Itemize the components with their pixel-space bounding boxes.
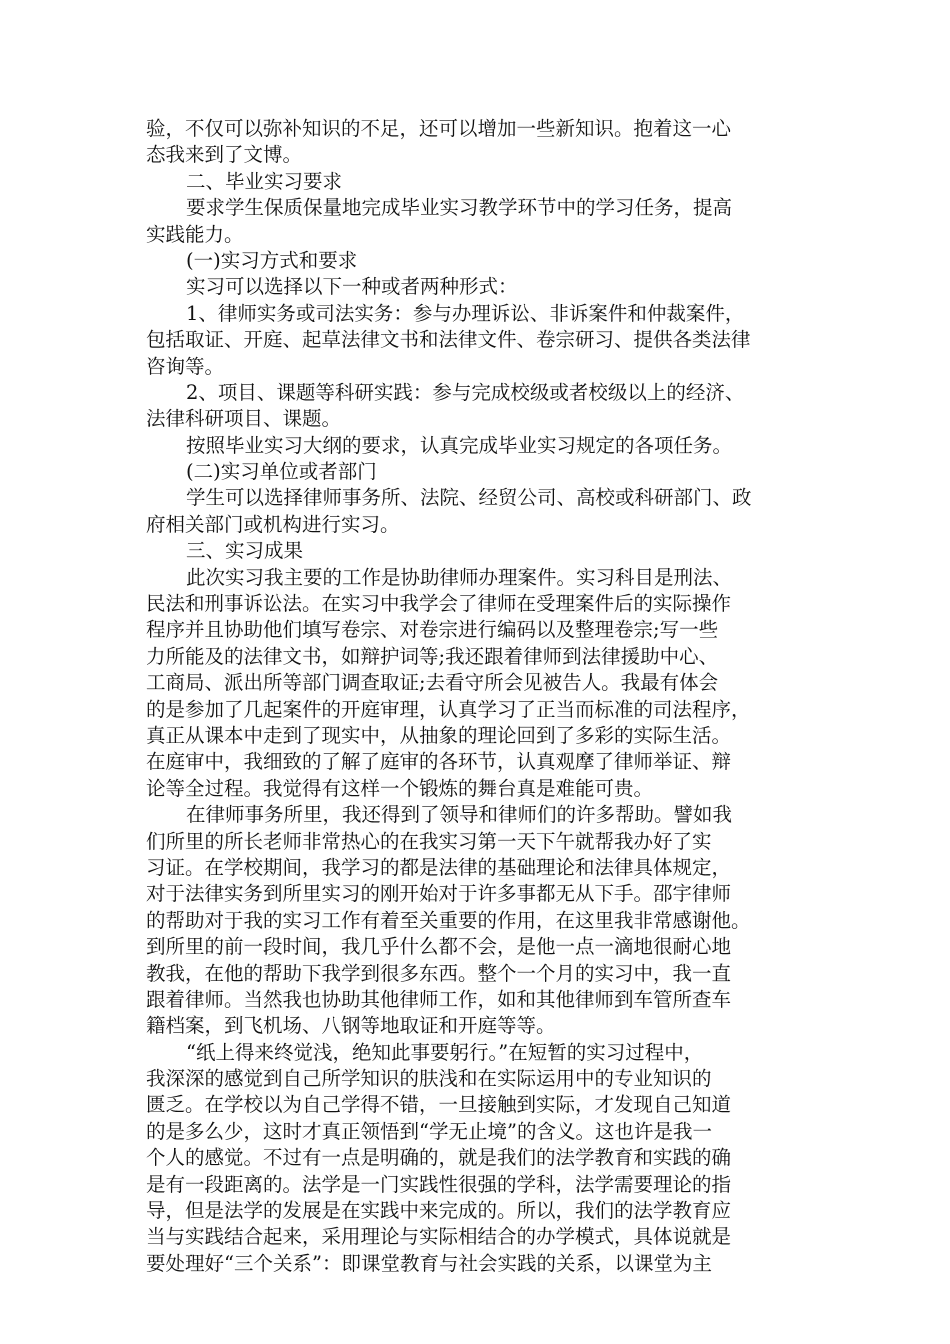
text-line: 二、毕业实习要求 xyxy=(186,169,343,193)
text-line: 当与实践结合起来，采用理论与实际相结合的办学模式，具体说就是 xyxy=(146,1225,732,1249)
text-line: 按照毕业实习大纲的要求，认真完成毕业实习规定的各项任务。 xyxy=(186,433,733,457)
text-line: 三、实习成果 xyxy=(186,539,304,563)
text-line: 的帮助对于我的实习工作有着至关重要的作用，在这里我非常感谢他。 xyxy=(146,908,751,932)
text-line: 导，但是法学的发展是在实践中来完成的。所以，我们的法学教育应 xyxy=(146,1199,732,1223)
text-line: 要处理好“三个关系”：即课堂教育与社会实践的关系，以课堂为主 xyxy=(146,1251,712,1275)
text-line: 教我，在他的帮助下我学到很多东西。整个一个月的实习中，我一直 xyxy=(146,961,732,985)
text-line: 工商局、派出所等部门调查取证;去看守所会见被告人。我最有体会 xyxy=(146,671,719,695)
text-line: 我深深的感觉到自己所学知识的肤浅和在实际运用中的专业知识的 xyxy=(146,1067,712,1091)
text-line: (一)实习方式和要求 xyxy=(186,248,358,272)
text-line: 包括取证、开庭、起草法律文书和法律文件、卷宗研习、提供各类法律 xyxy=(146,328,751,352)
text-line: 在庭审中，我细致的了解了庭审的各环节，认真观摩了律师举证、辩 xyxy=(146,750,732,774)
text-line: 的是参加了几起案件的开庭审理，认真学习了正当而标准的司法程序， xyxy=(146,697,751,721)
text-line: 府相关部门或机构进行实习。 xyxy=(146,512,400,536)
text-line: 论等全过程。我觉得有这样一个锻炼的舞台真是难能可贵。 xyxy=(146,776,654,800)
text-line: 籍档案，到飞机场、八钢等地取证和开庭等等。 xyxy=(146,1014,556,1038)
text-line: 要求学生保质保量地完成毕业实习教学环节中的学习任务，提高 xyxy=(186,196,733,220)
text-line: 咨询等。 xyxy=(146,354,225,378)
text-line: 实习可以选择以下一种或者两种形式： xyxy=(186,275,518,299)
text-line: 2、项目、课题等科研实践：参与完成校级或者校级以上的经济、 xyxy=(186,380,745,404)
text-line: 在律师事务所里，我还得到了领导和律师们的许多帮助。譬如我 xyxy=(186,803,733,827)
text-line: 习证。在学校期间，我学习的都是法律的基础理论和法律具体规定， xyxy=(146,855,732,879)
text-line: 到所里的前一段时间，我几乎什么都不会，是他一点一滴地很耐心地 xyxy=(146,935,732,959)
text-line: 是有一段距离的。法学是一门实践性很强的学科，法学需要理论的指 xyxy=(146,1172,732,1196)
text-line: 1、律师实务或司法实务：参与办理诉讼、非诉案件和仲裁案件， xyxy=(186,301,745,325)
text-line: 匮乏。在学校以为自己学得不错，一旦接触到实际，才发现自己知道 xyxy=(146,1093,732,1117)
text-line: 此次实习我主要的工作是协助律师办理案件。实习科目是刑法、 xyxy=(186,565,733,589)
text-line: 实践能力。 xyxy=(146,222,244,246)
text-line: 真正从课本中走到了现实中，从抽象的理论回到了多彩的实际生活。 xyxy=(146,723,732,747)
text-line: 跟着律师。当然我也协助其他律师工作，如和其他律师到车管所查车 xyxy=(146,987,732,1011)
text-line: 民法和刑事诉讼法。在实习中我学会了律师在受理案件后的实际操作 xyxy=(146,592,732,616)
text-line: (二)实习单位或者部门 xyxy=(186,460,377,484)
text-line: 验，不仅可以弥补知识的不足，还可以增加一些新知识。抱着这一心 xyxy=(146,117,732,140)
text-line: 的是多么少，这时才真正领悟到“学无止境”的含义。这也许是我一 xyxy=(146,1119,712,1143)
text-line: 学生可以选择律师事务所、法院、经贸公司、高校或科研部门、政 xyxy=(186,486,752,510)
text-line: 力所能及的法律文书，如辩护词等;我还跟着律师到法律援助中心、 xyxy=(146,644,719,668)
text-line: 程序并且协助他们填写卷宗、对卷宗进行编码以及整理卷宗;写一些 xyxy=(146,618,719,642)
text-line: 法律科研项目、课题。 xyxy=(146,407,342,431)
text-line: “纸上得来终觉浅，绝知此事要躬行。”在短暂的实习过程中， xyxy=(186,1040,704,1064)
document-body xyxy=(146,116,811,1277)
text-line: 对于法律实务到所里实习的刚开始对于许多事都无从下手。邵宇律师 xyxy=(146,882,732,906)
text-line: 态我来到了文博。 xyxy=(146,143,303,167)
text-line: 个人的感觉。不过有一点是明确的，就是我们的法学教育和实践的确 xyxy=(146,1146,732,1170)
text-line: 们所里的所长老师非常热心的在我实习第一天下午就帮我办好了实 xyxy=(146,829,712,853)
